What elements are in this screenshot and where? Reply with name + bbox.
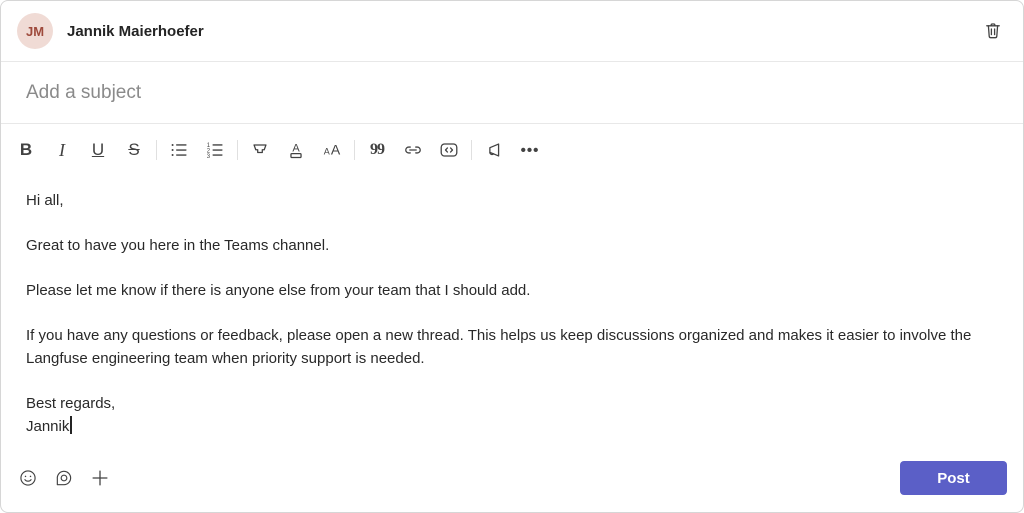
code-icon (438, 139, 460, 161)
highlight-button[interactable] (246, 134, 274, 166)
link-icon (402, 139, 424, 161)
trash-icon (983, 21, 1003, 41)
signature-line: Best regards, (26, 395, 116, 412)
toolbar-divider (471, 140, 472, 160)
body-paragraph: Great to have you here in the Teams channel. (26, 237, 330, 254)
svg-text:2: 2 (206, 148, 211, 155)
font-color-icon (285, 139, 307, 161)
body-paragraph: Please let me know if there is anyone else from your team that I should add. (26, 282, 531, 299)
quote-icon: 99 (370, 141, 384, 158)
text-size-icon (320, 138, 344, 162)
emoji-button[interactable] (14, 464, 42, 492)
emoji-icon (18, 468, 38, 488)
toolbar-divider (354, 140, 355, 160)
plus-icon (89, 467, 111, 489)
composer-header (1, 1, 1023, 62)
megaphone-icon (483, 139, 505, 161)
body-paragraph: If you have any questions or feedback, please open a new thread. This helps us keep discussions organized and makes it easier to involve the Langfuse engineering team when priority support is needed. (26, 327, 972, 367)
subject-row (1, 62, 1023, 124)
signature-line (26, 415, 975, 438)
numbered-list-button[interactable] (201, 134, 229, 166)
svg-text:A: A (323, 146, 330, 157)
loop-component-button[interactable] (50, 464, 78, 492)
message-body-editor[interactable] (1, 176, 1023, 456)
quote-button[interactable] (363, 134, 391, 166)
toolbar-divider (237, 140, 238, 160)
loop-icon (54, 468, 74, 488)
toolbar-divider (156, 140, 157, 160)
svg-text:3: 3 (206, 153, 211, 160)
italic-button[interactable]: I (48, 134, 76, 166)
subject-input[interactable] (1, 62, 1023, 123)
code-button[interactable] (435, 134, 463, 166)
link-button[interactable] (399, 134, 427, 166)
underline-button[interactable]: U (84, 134, 112, 166)
body-paragraph: Hi all, (26, 192, 64, 209)
bullet-list-icon (168, 139, 190, 161)
font-color-button[interactable] (282, 134, 310, 166)
attach-plus-button[interactable] (86, 464, 114, 492)
bold-button[interactable]: B (12, 134, 40, 166)
formatting-toolbar (1, 124, 1023, 176)
author-name: Jannik Maierhoefer (67, 22, 204, 40)
avatar[interactable] (17, 13, 53, 49)
strikethrough-button[interactable]: S (120, 134, 148, 166)
more-options-button[interactable] (516, 134, 544, 166)
delete-draft-button[interactable] (979, 17, 1007, 45)
composer-footer (1, 456, 1023, 512)
avatar-initials: JM (25, 23, 45, 39)
text-cursor (70, 416, 72, 434)
ellipsis-icon: ••• (520, 141, 540, 159)
numbered-list-icon (204, 139, 226, 161)
text-size-button[interactable] (318, 134, 346, 166)
announcement-button[interactable] (480, 134, 508, 166)
svg-text:A: A (330, 141, 341, 158)
svg-text:1: 1 (206, 142, 211, 149)
svg-text:A: A (292, 142, 300, 155)
highlighter-icon (249, 139, 271, 161)
post-button[interactable]: Post (900, 461, 1007, 495)
bullet-list-button[interactable] (165, 134, 193, 166)
signature-name: Jannik (26, 418, 70, 435)
